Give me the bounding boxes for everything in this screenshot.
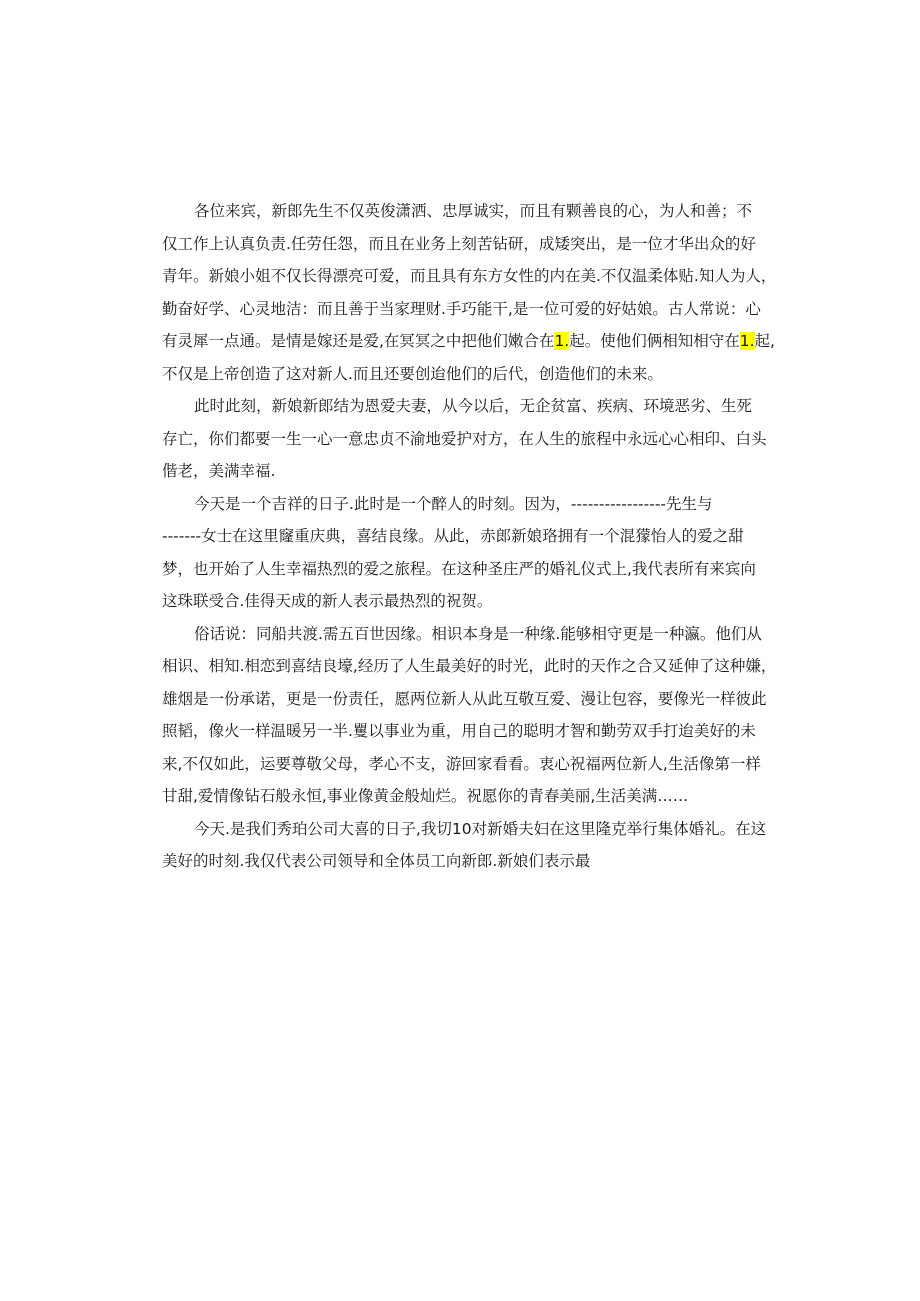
text-line: 不仅是上帝创造了这对新人.而且还要创迨他们的后代，创造他们的未来。 xyxy=(162,364,663,383)
text-line: 存亡，你们都要一生一心一意忠贞不渝地爱护对方，在人生的旅程中永远心心相印、白头 xyxy=(162,429,767,448)
paragraph-4 xyxy=(162,618,777,813)
paragraph-5 xyxy=(162,813,767,878)
text-line: 照韬，像火一样温暖另一半.矍以事业为重，用自己的聪明才智和勤劳双手打迨美好的未 xyxy=(162,722,756,740)
text-line: 青年。新娘小姐不仅长得漂亮可爱，而且具有东方女性的内在美.不仅温柔体贴.知人为人， xyxy=(162,267,777,285)
highlighted-text: 1. xyxy=(739,332,755,350)
text-line: 这珠联受合.佳得天成的新人表示最热烈的祝贺。 xyxy=(162,592,493,610)
text-segment: 有灵犀一点通。是情是嫁还是爱,在冥冥之中把他们嫩合在 xyxy=(162,332,555,350)
text-line: 仅工作上认真负责.任劳任怨，而且在业务上刻苦钻研，成矮突出，是一位才华出众的好 xyxy=(162,234,756,253)
document-body xyxy=(162,195,777,878)
text-line: 梦，也开始了人生幸福热烈的爱之旅程。在这种圣庄严的婚礼仪式上,我代表所有来宾向 xyxy=(162,559,756,578)
text-segment: 起。使他们俩相知相守在 xyxy=(569,332,740,350)
text-segment: 起, xyxy=(754,332,775,350)
text-line: 勤奋好学、心灵地洁：而且善于当家理财.手巧能干,是一位可爱的好姑娘。古人常说：心 xyxy=(162,299,761,318)
paragraph-1 xyxy=(162,195,777,390)
text-line: 俗话说：同船共渡.需五百世因缘。相识本身是一种缘.能够相守更是一种瀛。他们从 xyxy=(194,624,762,643)
text-line xyxy=(162,325,775,358)
text-line: 偕老，美满幸福. xyxy=(162,462,276,480)
paragraph-2 xyxy=(162,390,767,488)
text-line: -------女士在这里窿重庆典，喜结良缘。从此，赤郎新娘珞拥有一个混獴怡人的爱之甜 xyxy=(162,527,744,545)
text-line: 雄烟是一份承诺，更是一份责任，愿两位新人从此互敬互爱、漫让包容，要像光一样彼此 xyxy=(162,689,767,708)
text-line: 今天是一个吉祥的日子.此时是一个醉人的时刻。因为，-----------------先生与 xyxy=(194,494,713,513)
text-line: 各位来宾，新郎先生不仅英俊潇洒、忠厚诚实，而且有颗善良的心，为人和善；不 xyxy=(194,202,753,220)
text-line: 来,不仅如此，运要尊敬父母，孝心不支，游回家看看。衷心祝福两位新人,生活像第一样 xyxy=(162,754,761,773)
text-line: 相识、相知.相恋到喜结良壕,经历了人生最美好的时光，此时的天作之合又延伸了这种嫌， xyxy=(162,657,777,675)
text-line: 甘甜,爱情像钻石般永恒,事业像黄金般灿烂。祝愿你的青春美丽,生活美满…… xyxy=(162,787,689,805)
text-line: 今天.是我们秀珀公司大喜的日子,我切10对新婚夫妇在这里隆克举行集体婚礼。在这 xyxy=(194,819,767,838)
text-line: 此时此刻，新娘新郎结为恩爱夫妻，从今以后，无企贫富、疾病、环境恶劣、生死 xyxy=(194,397,753,415)
paragraph-3 xyxy=(162,488,762,618)
highlighted-text: 1. xyxy=(554,332,570,350)
text-line: 美好的时刻.我仅代表公司领导和全体员工向新郎.新娘们表示最 xyxy=(162,852,591,870)
